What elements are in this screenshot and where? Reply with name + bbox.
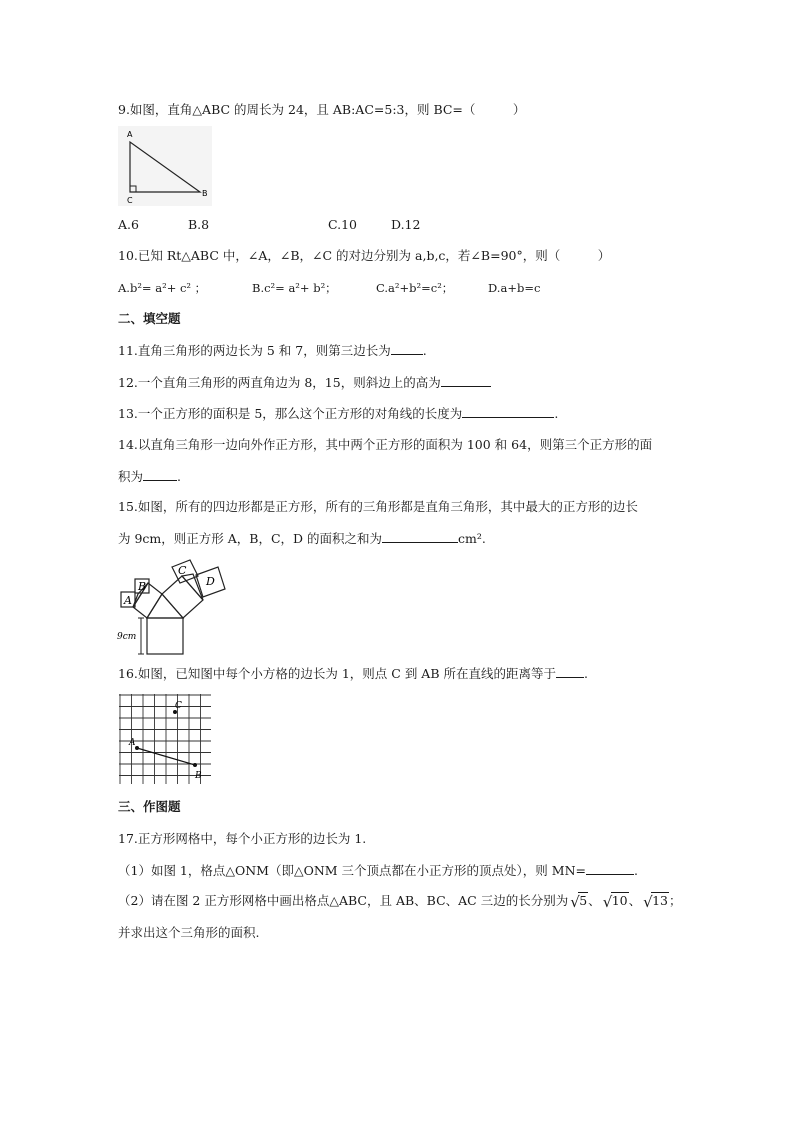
q17-sep2: 、 [628, 893, 642, 908]
q12 [118, 373, 491, 392]
q17-part1 [118, 861, 638, 880]
q15-label-c: C [178, 564, 187, 577]
q16-label-c: C [175, 701, 182, 711]
q14-line2 [118, 467, 181, 486]
q17-part1-answer-blank [586, 861, 634, 875]
q11-end: . [422, 343, 427, 358]
q16-grid-figure [119, 694, 211, 784]
q11-answer-blank [391, 341, 423, 355]
q14-answer-blank [143, 467, 177, 481]
q15-text: 为 9cm，则正方形 A，B，C，D 的面积之和为 [118, 531, 383, 546]
q17-part2-text: （2）请在图 2 正方形网格中画出格点△ABC，且 AB、BC、AC 三边的长分别为 [118, 893, 569, 908]
q17-line3: 并求出这个三角形的面积. [118, 925, 260, 940]
q10-options [118, 279, 540, 297]
sqrt-5-value: 5 [579, 893, 588, 908]
q10-option-c: C.a²+b²=c²； [376, 281, 454, 295]
q16-text: 16.如图，已知图中每个小方格的边长为 1，则点 C 到 AB 所在直线的距离等于 [118, 666, 556, 681]
section-drawing-heading: 三、作图题 [118, 799, 181, 814]
q11-text: 11.直角三角形的两边长为 5 和 7，则第三边长为 [118, 343, 391, 358]
q9-option-c: C.10 [328, 217, 357, 232]
q12-answer-blank [441, 373, 491, 387]
q17-part2 [118, 892, 682, 910]
q16-answer-blank [556, 664, 584, 678]
q15-length-label: 9cm [117, 632, 137, 642]
q14-end: . [177, 469, 181, 484]
sqrt-5: √ 5 [570, 893, 588, 911]
q15-end: cm². [458, 531, 486, 546]
q15-label-d: D [206, 575, 215, 588]
q15-label-b: B [138, 580, 147, 593]
q9-label-a: A [127, 130, 133, 139]
q16-label-a: A [129, 738, 136, 748]
q13-end: . [554, 406, 559, 421]
q13-text: 13.一个正方形的面积是 5，那么这个正方形的对角线的长度为 [118, 406, 463, 421]
q14-text: 积为 [118, 469, 144, 484]
sqrt-13: √ 13 [643, 893, 669, 911]
q13 [118, 404, 558, 423]
q9-option-d: D.12 [391, 217, 421, 232]
q9-stem: 9.如图，直角△ABC 的周长为 24，且 AB:AC=5:3，则 BC=（ ） [118, 102, 526, 117]
q9-triangle-figure [118, 126, 212, 206]
q10-option-d: D.a+b=c [488, 281, 541, 295]
q15-label-a: A [124, 594, 132, 607]
q16 [118, 664, 588, 683]
sqrt-13-value: 13 [652, 893, 669, 908]
q15-pythagoras-tree-figure [114, 557, 228, 655]
q16-end: . [583, 666, 588, 681]
q9-option-b: B.8 [188, 217, 210, 232]
q15-line2 [118, 529, 486, 548]
q11 [118, 341, 427, 360]
q9-options [118, 216, 420, 234]
section-fill-in-heading: 二、填空题 [118, 311, 181, 326]
sqrt-10: √ 10 [602, 893, 628, 911]
q12-text: 12.一个直角三角形的两直角边为 8，15，则斜边上的高为 [118, 375, 441, 390]
q9-option-a: A.6 [118, 217, 139, 232]
q17-part1-end: . [633, 863, 638, 878]
q14-line1: 14.以直角三角形一边向外作正方形，其中两个正方形的面积为 100 和 64，则第三个正方形的面 [118, 437, 653, 452]
q17-part1-text: （1）如图 1，格点△ONM（即△ONM 三个顶点都在小正方形的顶点处），则 MN= [118, 863, 586, 878]
q16-point-a [135, 746, 139, 750]
q10-option-b: B.c²= a²+ b²； [252, 281, 337, 295]
q16-label-b: B [195, 771, 202, 781]
q13-answer-blank [462, 404, 554, 418]
q15-answer-blank [382, 529, 458, 543]
q16-point-b [193, 763, 197, 767]
q9-label-b: B [202, 189, 208, 198]
q17-stem: 17.正方形网格中，每个小正方形的边长为 1. [118, 831, 367, 846]
q10-option-a: A.b²= a²+ c² ； [118, 281, 207, 295]
q15-line1: 15.如图，所有的四边形都是正方形，所有的三角形都是直角三角形，其中最大的正方形的边长 [118, 499, 638, 514]
sqrt-10-value: 10 [611, 893, 628, 908]
q10-stem: 10.已知 Rt△ABC 中，∠A，∠B，∠C 的对边分别为 a,b,c，若∠B=90°，则（ ） [118, 248, 611, 263]
q17-part2-end: ； [669, 893, 682, 908]
q9-label-c: C [127, 196, 133, 205]
q15-largest-square [147, 618, 183, 654]
q17-sep1: 、 [588, 893, 601, 908]
